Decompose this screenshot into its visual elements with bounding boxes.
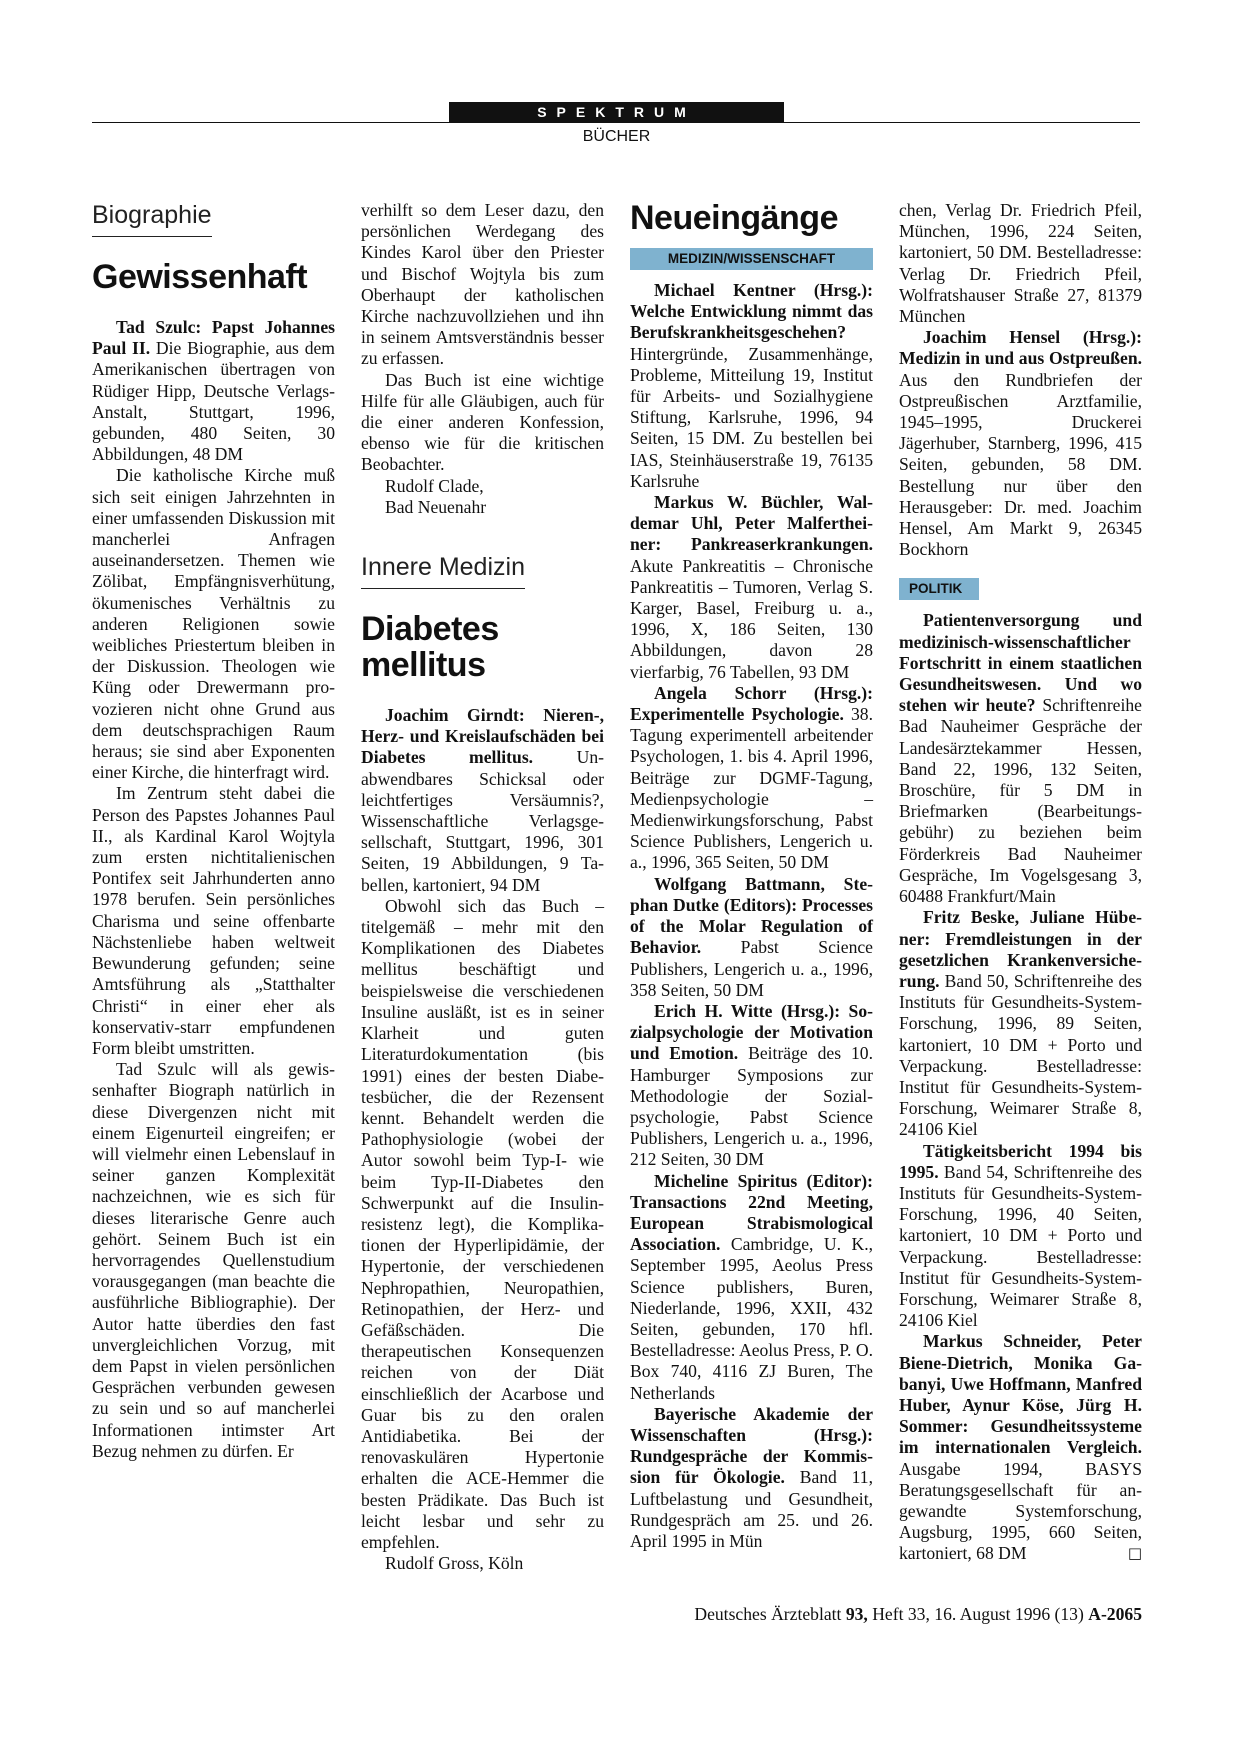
article-headline: Gewissenhaft: [92, 258, 308, 296]
book-entry: Markus Schneider, Peter Biene-Dietrich, Monika Gabanyi, Uwe Hoffmann, Manfred Huber, Aynur Köse, Jürg H. Sommer: Gesundheitssysteme im internationalen Vergleich. Ausgabe 1994, BASYS Beratungsgesellschaft für angewandte Systemforschung, Augsburg, 1995, 660 Seiten, kartoniert, 68 DM □: [899, 1331, 1142, 1564]
book-title: Tad Szulc: Papst Johannes Paul II.: [92, 317, 335, 359]
paragraph: Die katholische Kirche muß sich seit einigen Jahrzehnten in einer umfassenden Diskussion mit mancherlei Anfragen auseinandersetzen. Themen wie Zölibat, Empfängnisverhütung, ökumenisches Verhältnis zu anderen Religionen sowie weibliches Priestertum bleiben in der Diskussion. Theologen wie Küng oder Drewermann provozieren nicht ohne Grund aus dem deutschsprachigen Raum heraus; sie sind aber Exponenten einer Kirche, die hinterfragt wird.: [92, 465, 335, 783]
author-signature: Rudolf Gross, Köln: [385, 1553, 524, 1574]
author-signature: Rudolf Clade,: [385, 475, 484, 496]
book-entry: Bayerische Akademie der Wissenschaften (Hrsg.): Rundgespräche der Kommission für Ökologie. Band 11, Luftbelastung und Gesundheit, Rundgespräch am 25. und 26. April 1995 in Mün: [630, 1403, 873, 1551]
category-tag: MEDIZIN/WISSENSCHAFT: [630, 248, 873, 270]
section-headline: Neueingänge: [630, 199, 838, 237]
book-reference: [92, 317, 335, 465]
column-2: [361, 200, 604, 1574]
page-number: A-2065: [1088, 1604, 1142, 1624]
book-entry: Erich H. Witte (Hrsg.): Sozialpsychologie der Motivation und Emotion. Beiträge des 10. Hamburger Symposions zur Methodologie der Sozialpsychologie, Pabst Science Publishers, Lengerich u. a., 1996, 212 Seiten, 30 DM: [630, 1000, 874, 1170]
paragraph: Im Zentrum steht dabei die Person des Papstes Johannes Paul II., als Kardinal Karol Wojtyla zum ersten nichtitalienischen Pontifex seit Jahrhunderten anno 1978 berufen. Sein persönliches Charisma und seine offenbarte Nächstenliebe haben weltweit Bewunderung gefunden; seine Amtsführung als „Statthalter Christi“ in einer eher als konservativ-starr empfundenen Form bleibt umstritten.: [92, 783, 335, 1058]
journal-volume: 93,: [845, 1604, 868, 1624]
category-tag: POLITIK: [899, 578, 979, 600]
book-entry: Wolfgang Battmann, Stephan Dutke (Editors): Processes of the Molar Regulation of Behavior. Pabst Science Publishers, Lengerich u. a., 1996, 358 Seiten, 50 DM: [630, 873, 873, 1000]
book-entry: Patientenversorgung und medizinisch-wissenschaftlicher Fortschritt in einem staatlichen Gesundheitswesen. Und wo stehen wir heute? Schriftenreihe Bad Nauheimer Gespräche der Landesärztekammer Hessen, Band 22, 1996, 132 Seiten, Broschüre, für 5 DM in Briefmarken (Bearbeitungsgebühr) zu beziehen beim Förderkreis Bad Nauheimer Gespräche, Im Vogelsgesang 3, 60488 Frankfurt/Main: [899, 610, 1142, 907]
book-entry-continued: chen, Verlag Dr. Friedrich Pfeil, München, 1996, 224 Seiten, kartoniert, 50 DM. Bestelladresse: Verlag Dr. Friedrich Pfeil, Wolfratshauser Straße 27, 81379 München: [899, 200, 1142, 327]
paragraph: verhilft so dem Leser dazu, den persönlichen Werdegang des Kindes Karol über den Priester und Bischof Wojtyla bis zum Oberhaupt der katholischen Kirche nachzuvollziehen und ihn in seinem Amtsverständnis besser zu erfassen.: [361, 200, 604, 369]
journal-issue: Heft 33, 16. August 1996 (13): [867, 1604, 1089, 1624]
book-entry: Markus W. Büchler, Waldemar Uhl, Peter Malfertheiner: Pankreaserkrankungen. Akute Pankreatitis – Chronische Pankreatitis – Tumoren, Verlag S. Karger, Basel, Freiburg u. a., 1996, X, 186 Seiten, 130 Abbildungen, davon 28 vierfarbig, 76 Tabellen, 93 DM: [630, 492, 873, 682]
column-1: [92, 200, 335, 1462]
book-entry: Michael Kentner (Hrsg.): Welche Entwicklung nimmt das Berufskrankheitsgeschehen? Hintergründe, Zusammenhänge, Probleme, Mitteilung 19, Institut für Arbeits- und Sozialhygiene Stiftung, Karlsruhe, 1996, 94 Seiten, 15 DM. Zu bestellen bei IAS, Steinhäuserstraße 19, 76135 Karlsruhe: [630, 280, 873, 491]
book-details: Unabwendbares Schicksal oder leichtfertiges Versäumnis?, Wissenschaftliche Verlagsgesellschaft, Stuttgart, 1996, 301 Seiten, 19 Abbildungen, 9 Tabellen, kartoniert, 94 DM: [361, 747, 604, 895]
paragraph: Das Buch ist eine wichtige Hilfe für alle Gläubigen, auch für die einer anderen Konfession, ebenso wie für die kritischen Beobachter.: [361, 369, 604, 475]
subsection-label: BÜCHER: [582, 128, 651, 145]
header-rule: [92, 122, 1140, 123]
journal-name: Deutsches Ärzteblatt: [694, 1604, 846, 1624]
column-4: [899, 200, 1142, 1565]
rubric-innere-medizin: Innere Medizin: [361, 552, 525, 589]
page-footer: [560, 1604, 1142, 1625]
paragraph: Obwohl sich das Buch – titelgemäß – mehr mit den Komplikationen des Diabetes mellitus beschäftigt und beispielsweise die verschiedenen Insuline ausläßt, ist es in seiner Klarheit und guten Literaturdokumentation (bis 1991) eines der besten Diabetesbücher, die der Rezensent kennt. Behandelt werden die Pathophysiologie (wobei der Autor sowohl beim Typ-I- wie beim Typ-II-Diabetes den Schwerpunkt auf die Insulinresistenz legt), die Komplikationen der Hyperlipidämie, der Hypertonie, der verschiedenen Nephropathien, Neuropathien, Retinopathien, der Herz- und Gefäßschäden. Die therapeutischen Konsequenzen reichen von der Diät einschließlich der Acarbose und Guar bis zu den oralen Antidiabetika. Bei der renovaskulären Hypertonie erhalten die ACE-Hemmer die besten Prädikate. Das Buch ist leicht lesbar und sehr zu empfehlen.: [361, 895, 604, 1552]
book-entry: Micheline Spiritus (Editor): Transactions 22nd Meeting, European Strabismological Association. Cambridge, U. K., September 1995, Aeolus Press Science publishers, Buren, Niederlande, 1996, XXII, 432 Seiten, gebunden, 170 hfl. Bestelladresse: Aeolus Press, P. O. Box 740, 4116 ZJ Buren, The Netherlands: [630, 1170, 873, 1403]
book-entry: Fritz Beske, Juliane Hübener: Fremdleistungen in der gesetzlichen Krankenversicherung. Band 50, Schriftenreihe des Instituts für Gesundheits-System-Forschung, 1996, 89 Seiten, kartoniert, 10 DM + Porto und Verpackung. Bestelladresse: Institut für Gesundheits-System-Forschung, Weimarer Straße 8, 24106 Kiel: [899, 907, 1142, 1140]
column-3: [630, 200, 873, 1552]
end-mark-icon: □: [1127, 1544, 1142, 1563]
book-entry: Tätigkeitsbericht 1994 bis 1995. Band 54, Schriftenreihe des Instituts für Gesundheits-System-Forschung, 1996, 40 Seiten, kartoniert, 10 DM + Porto und Verpackung. Bestelladresse: Institut für Gesundheits-System-Forschung, Weimarer Straße 8, 24106 Kiel: [899, 1140, 1142, 1331]
book-entry: Angela Schorr (Hrsg.): Experimentelle Psychologie. 38. Tagung experimentell arbeitender Psychologen, 1. bis 4. April 1996, Beiträge zur DGMF-Tagung, Medienpsychologie – Medienwirkungsforschung, Pabst Science Publishers, Lengerich u. a., 1996, 365 Seiten, 50 DM: [630, 682, 873, 873]
paragraph: Tad Szulc will als gewissenhafter Biograph natürlich in diese Divergenzen nicht mit einem Eigenurteil eingreifen; er will vielmehr einen Lebenslauf in seiner ganzen Komplexität nachzeichnen, wie es sich für dieses literarische Genre auch gehört. Seinem Buch ist ein hervorragendes Quellenstudium vorausgegangen (man beachte die ausführliche Bibliographie). Der Autor hatte überdies den fast unvergleichlichen Vorzug, mit dem Papst in vielen persönlichen Gesprächen verbunden gewesen zu sein und so auf mancherlei Informationen intimster Art Bezug nehmen zu dürfen. Er: [92, 1059, 335, 1461]
author-location: Bad Neuenahr: [385, 496, 487, 517]
book-entry: Joachim Hensel (Hrsg.): Medizin in und aus Ostpreußen. Aus den Rundbriefen der Ostpreußischen Arztfamilie, 1945–1995, Druckerei Jägerhuber, Starnberg, 1996, 415 Seiten, gebunden, 58 DM. Bestellung nur über den Herausgeber: Dr. med. Joachim Hensel, Am Markt 9, 26345 Bockhorn: [899, 327, 1142, 560]
article-headline: Diabetes mellitus: [361, 610, 499, 685]
rubric-biographie: Biographie: [92, 200, 212, 237]
book-reference: [361, 705, 604, 896]
book-details: Die Biographie, aus dem Amerikanischen übertragen von Rüdiger Hipp, Deutsche Verlags-Anstalt, Stuttgart, 1996, gebunden, 480 Seiten, 30 Abbildungen, 48 DM: [92, 338, 335, 465]
section-label: SPEKTRUM: [449, 102, 784, 122]
book-title: Joachim Girndt: Nieren-, Herz- und Kreislaufschäden bei Diabetes mellitus.: [361, 705, 604, 768]
